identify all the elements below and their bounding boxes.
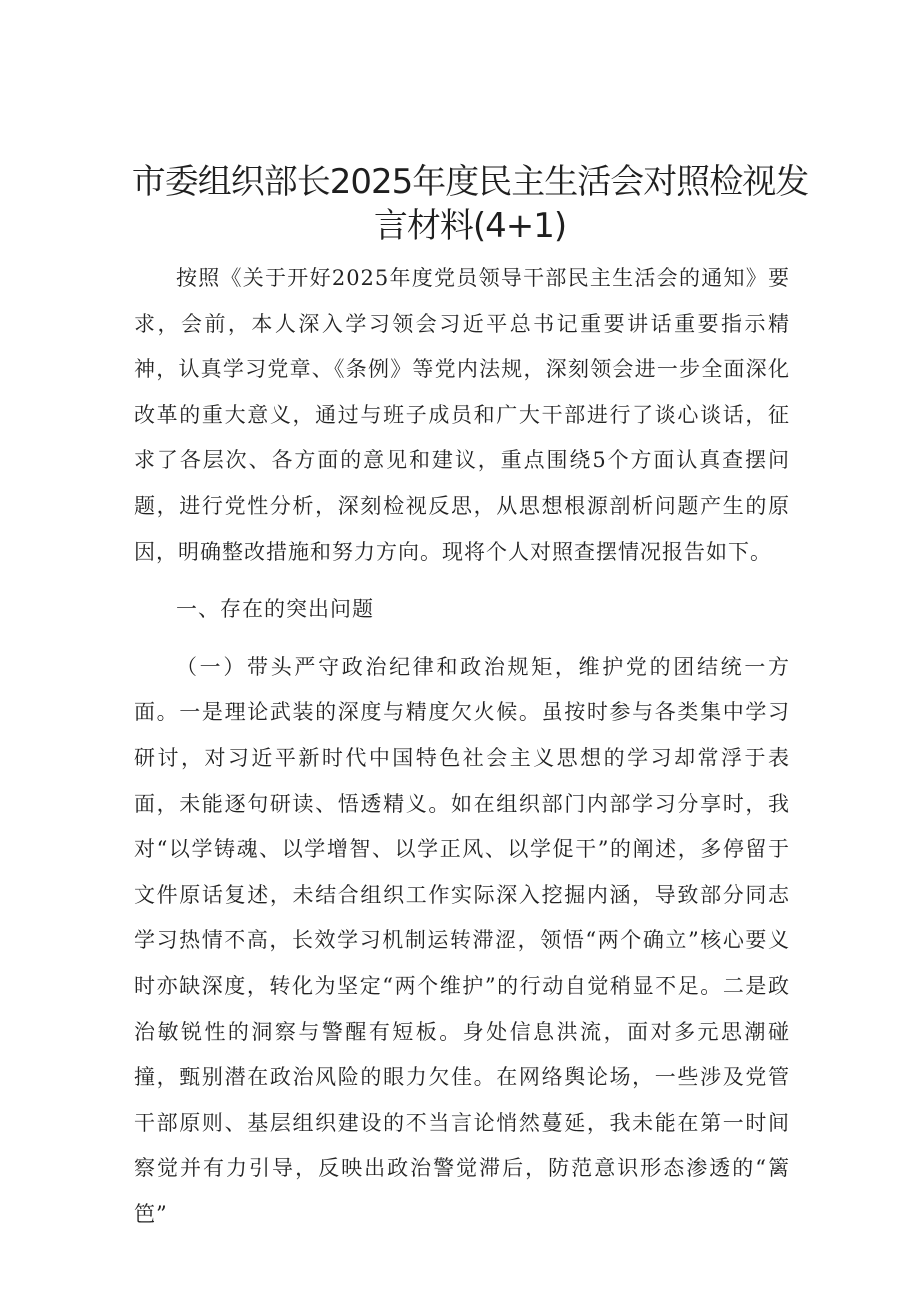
intro-paragraph: 按照《关于开好2025年度党员领导干部民主生活会的通知》要求，会前，本人深入学习领会习近平总书记重要讲话重要指示精神，认真学习党章、《条例》等党内法规，深刻领会进一步全面深化改革的重大意义，通过与班子成员和广大干部进行了谈心谈话，征求了各层次、各方面的意见和建议，重点围绕5个方面认真查摆问题，进行党性分析，深刻检视反思，从思想根源剖析问题产生的原因，明确整改措施和努力方向。现将个人对照查摆情况报告如下。 <box>134 266 790 564</box>
section-heading: 一、存在的突出问题 <box>176 597 374 622</box>
document-body <box>134 256 790 1237</box>
section-paragraph: （一）带头严守政治纪律和政治规矩，维护党的团结统一方面。一是理论武装的深度与精度欠火候。虽按时参与各类集中学习研讨，对习近平新时代中国特色社会主义思想的学习却常浮于表面，未能逐句研读、悟透精义。如在组织部门内部学习分享时，我对“以学铸魂、以学增智、以学正风、以学促干”的阐述，多停留于文件原话复述，未结合组织工作实际深入挖掘内涵，导致部分同志学习热情不高，长效学习机制运转滞涩，领悟“两个确立”核心要义时亦缺深度，转化为坚定“两个维护”的行动自觉稍显不足。二是政治敏锐性的洞察与警醒有短板。身处信息洪流，面对多元思潮碰撞，甄别潜在政治风险的眼力欠佳。在网络舆论场，一些涉及党管干部原则、基层组织建设的不当言论悄然蔓延，我未能在第一时间察觉并有力引导，反映出政治警觉滞后，防范意识形态渗透的“篱笆” <box>134 654 790 1226</box>
document-title: 市委组织部长2025年度民主生活会对照检视发言材料(4+1) <box>131 162 809 246</box>
